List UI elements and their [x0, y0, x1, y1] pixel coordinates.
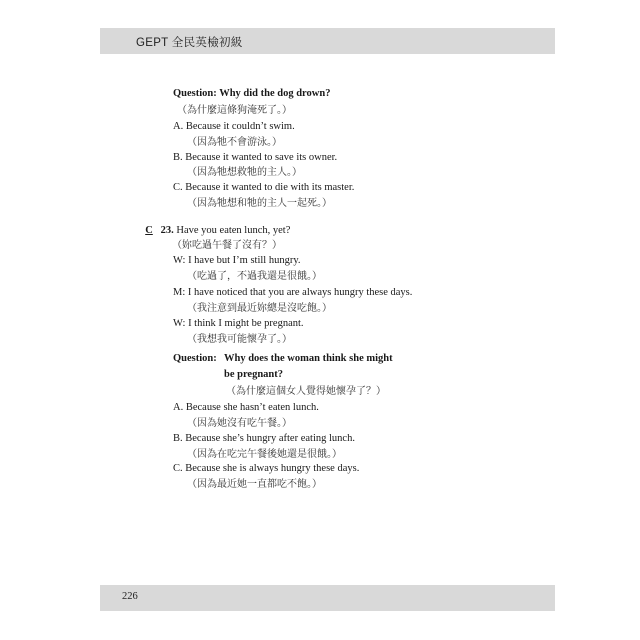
option-b: B. Because she’s hungry after eating lunch.	[173, 433, 355, 444]
answer-mark: C	[145, 225, 153, 236]
footer-band	[100, 585, 555, 611]
dialogue-line-2-translation: （我注意到最近妳總是沒吃飽。）	[187, 303, 332, 314]
dialogue-line-1: W: I have but I’m still hungry.	[173, 255, 301, 266]
question-number: 23.	[160, 225, 174, 236]
dialogue-line-1-translation: （吃過了，不過我還是很餓。）	[187, 271, 322, 282]
dialogue-line-3: W: I think I might be pregnant.	[173, 318, 304, 329]
question-prompt-translation: （妳吃過午餐了沒有？）	[172, 240, 282, 251]
option-a: A. Because it couldn’t swim.	[173, 121, 295, 132]
option-c: C. Because she is always hungry these days.	[173, 463, 360, 474]
question-23-row	[140, 224, 290, 237]
question-text-line-2: be pregnant?	[224, 369, 284, 380]
page-header-title: GEPT 全民英檢初級	[136, 37, 243, 49]
question-text-line-1: Why does the woman think she might	[224, 353, 393, 364]
option-c-translation: （因為最近她一直都吃不飽。）	[187, 479, 322, 490]
dialogue-line-2: M: I have noticed that you are always hungry these days.	[173, 287, 413, 298]
question-translation: （為什麼這條狗淹死了。）	[177, 105, 292, 116]
option-b-translation: （因為牠想救牠的主人。）	[187, 167, 302, 178]
dialogue-line-3-translation: （我想我可能懷孕了。）	[187, 334, 292, 345]
question-text: Question: Why did the dog drown?	[173, 88, 331, 99]
page-top-margin	[0, 0, 640, 28]
option-b-translation: （因為在吃完午餐後她還是很餓。）	[187, 449, 342, 460]
question-translation: （為什麼這個女人覺得她懷孕了？）	[226, 386, 386, 397]
option-a-translation: （因為牠不會游泳。）	[187, 137, 282, 148]
question-label: Question:	[173, 353, 217, 364]
option-c-translation: （因為牠想和牠的主人一起死。）	[187, 198, 332, 209]
option-b: B. Because it wanted to save its owner.	[173, 152, 338, 163]
option-a: A. Because she hasn’t eaten lunch.	[173, 402, 319, 413]
page-number: 226	[122, 591, 138, 602]
option-a-translation: （因為她沒有吃午餐。）	[187, 418, 292, 429]
option-c: C. Because it wanted to die with its master.	[173, 182, 355, 193]
question-prompt: Have you eaten lunch, yet?	[176, 225, 291, 236]
